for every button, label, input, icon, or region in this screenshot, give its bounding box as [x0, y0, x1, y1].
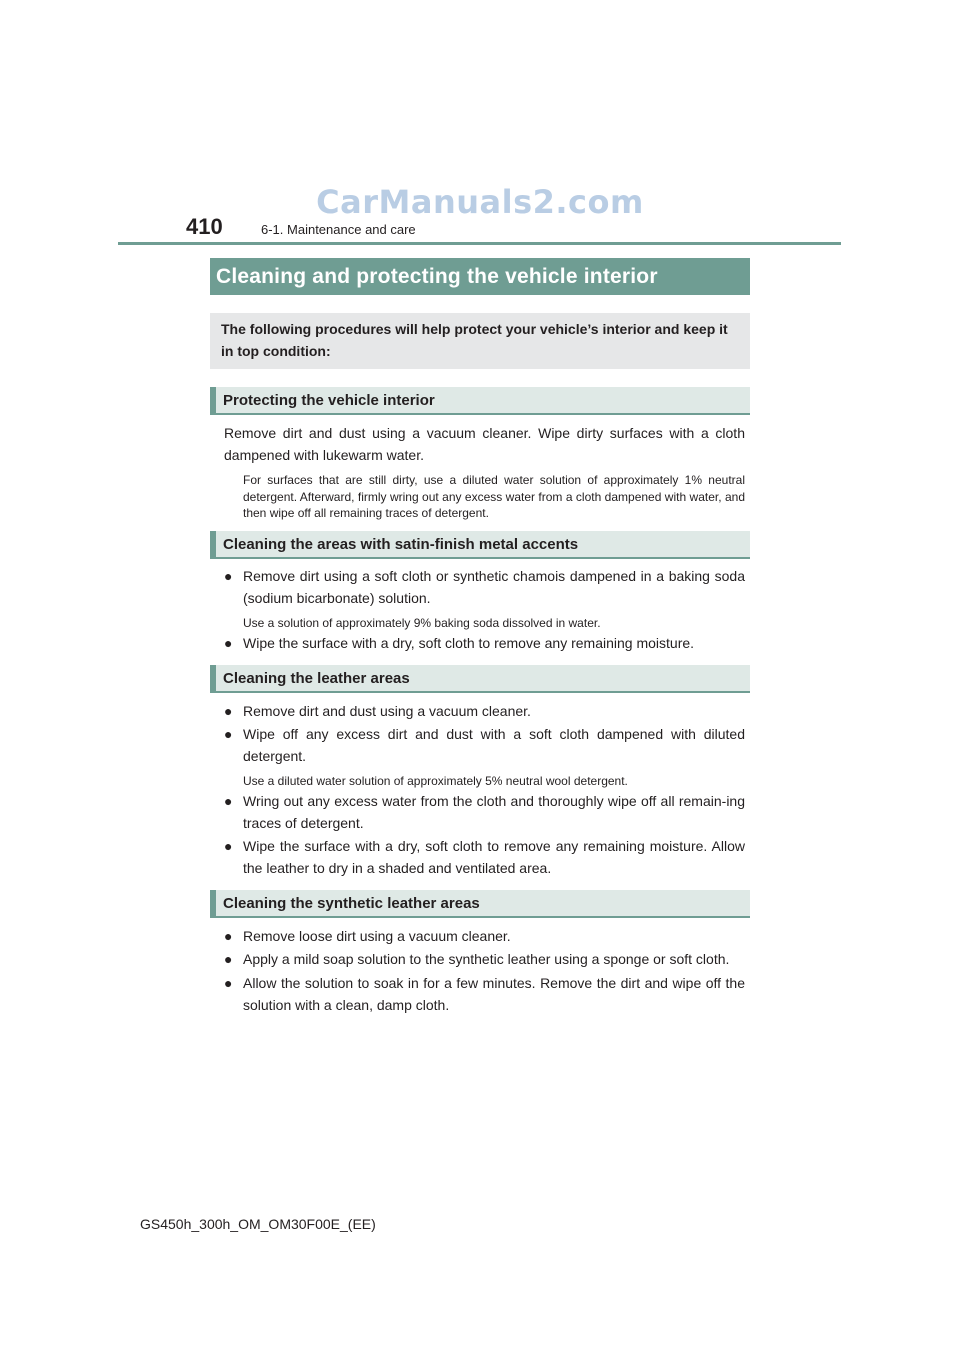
section-heading-synthetic-leather: Cleaning the synthetic leather areas — [210, 890, 750, 918]
intro-text: The following procedures will help protect your vehicle’s interior and keep it in top condition: — [221, 321, 728, 359]
bullet-icon: ● — [224, 793, 233, 809]
section-heading-satin-metal: Cleaning the areas with satin-finish metal accents — [210, 531, 750, 559]
list-item: Apply a mild soap solution to the synthetic leather using a sponge or soft cloth. — [243, 951, 730, 967]
footer-document-code: GS450h_300h_OM_OM30F00E_(EE) — [140, 1216, 376, 1232]
intro-box — [210, 313, 750, 369]
bullet-icon: ● — [224, 726, 233, 742]
section-reference: 6-1. Maintenance and care — [261, 222, 416, 237]
watermark: CarManuals2.com — [316, 183, 644, 221]
list-item: Wipe the surface with a dry, soft cloth to remove any remaining moisture. — [243, 635, 695, 651]
page-number: 410 — [186, 214, 223, 239]
section-text-protecting: Remove dirt and dust using a vacuum cleaner. Wipe dirty surfaces with a cloth dampened with lukewarm water. — [224, 425, 745, 463]
list-item-note: Use a diluted water solution of approximately 5% neutral wool detergent. — [243, 774, 628, 788]
list-item: Wipe the surface with a dry, soft cloth to remove any remaining moisture. Allow the leather to dry in a shaded and ventilated area. — [243, 838, 745, 876]
list-item: Remove loose dirt using a vacuum cleaner. — [243, 928, 511, 944]
list-item: Remove dirt and dust using a vacuum cleaner. — [243, 703, 531, 719]
bullet-icon: ● — [224, 928, 233, 944]
header-rule — [118, 242, 841, 245]
section-heading-protecting: Protecting the vehicle interior — [210, 387, 750, 415]
list-item: Remove dirt using a soft cloth or synthetic chamois dampened in a baking soda (sodium bicarbonate) solution. — [243, 568, 745, 606]
section-note-protecting: For surfaces that are still dirty, use a diluted water solution of approximately 1% neutral detergent. Afterward, firmly wring out any excess water from a cloth dampened with water, and then wipe off all remaining traces of detergent. — [243, 473, 745, 520]
list-item: Wring out any excess water from the cloth and thoroughly wipe off all remain-ing traces of detergent. — [243, 793, 745, 831]
bullet-icon: ● — [224, 975, 233, 991]
bullet-icon: ● — [224, 635, 233, 651]
list-item: Allow the solution to soak in for a few minutes. Remove the dirt and wipe off the solution with a clean, damp cloth. — [243, 975, 745, 1013]
bullet-icon: ● — [224, 838, 233, 854]
page-title: Cleaning and protecting the vehicle interior — [210, 258, 750, 295]
bullet-icon: ● — [224, 568, 233, 584]
list-item-note: Use a solution of approximately 9% baking soda dissolved in water. — [243, 616, 601, 630]
section-heading-leather: Cleaning the leather areas — [210, 665, 750, 693]
bullet-icon: ● — [224, 703, 233, 719]
list-item: Wipe off any excess dirt and dust with a soft cloth dampened with diluted detergent. — [243, 726, 745, 764]
bullet-icon: ● — [224, 951, 233, 967]
